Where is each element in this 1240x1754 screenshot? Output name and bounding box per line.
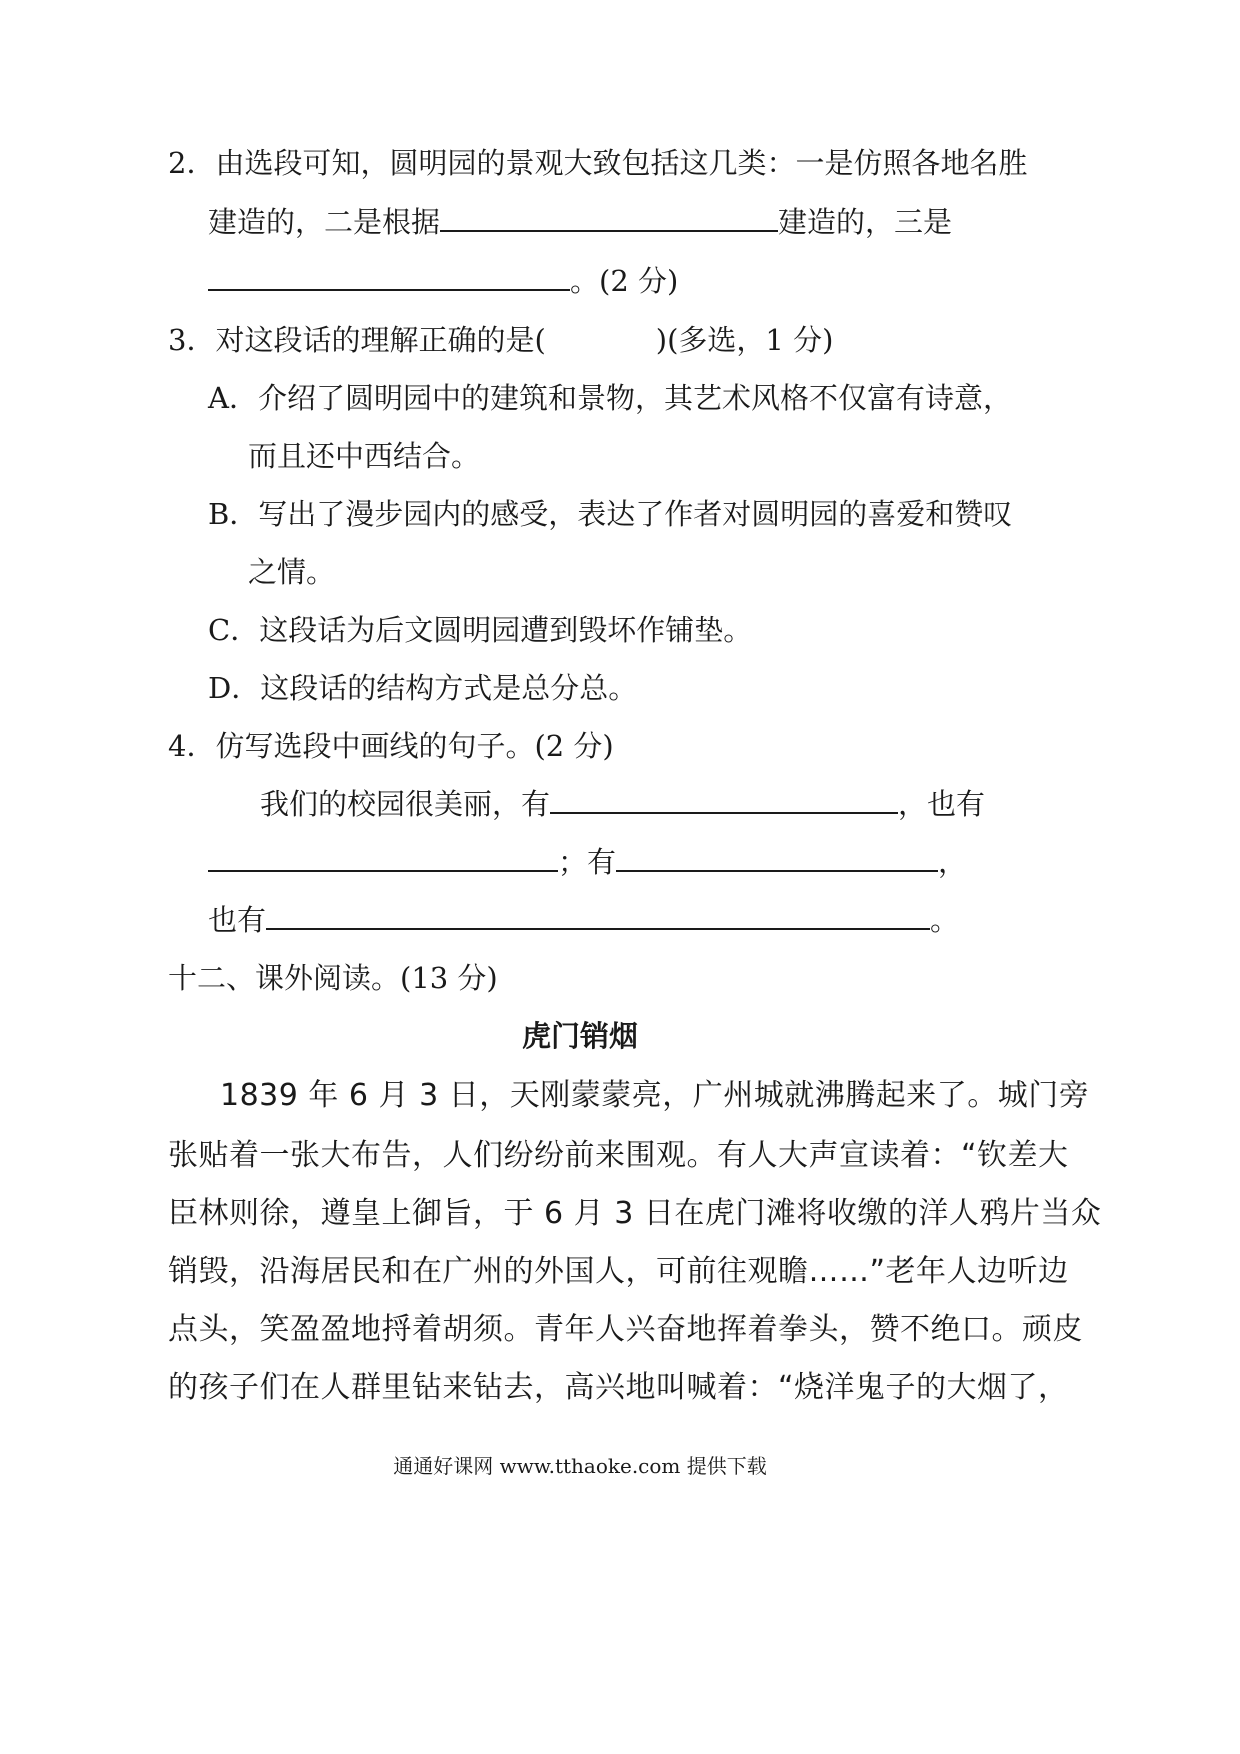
question-3-text-after: )(多选，1 分): [655, 323, 834, 357]
passage-text: 张贴着一张大布告，人们纷纷前来围观。有人大声宣读着：“钦差大: [168, 1138, 1069, 1173]
footer-text: 通通好课网 www.tthaoke.com 提供下载: [393, 1454, 767, 1478]
section-heading-text: 十二、课外阅读。(13 分): [168, 961, 498, 995]
question-2-line-3: [208, 261, 678, 301]
question-3-text-before: 3．对这段话的理解正确的是(: [168, 323, 546, 357]
option-b-line-2: [248, 552, 335, 592]
option-d: [208, 668, 637, 708]
passage-title-text: 虎门销烟: [521, 1019, 638, 1053]
option-a-text: A．介绍了圆明园中的建筑和景物，其艺术风格不仅富有诗意，: [208, 381, 1012, 415]
question-4-text: 4．仿写选段中画线的句子。(2 分): [168, 729, 614, 763]
page-footer: [0, 1452, 1160, 1480]
answer-blank[interactable]: [440, 204, 778, 232]
question-2-text-before: 建造的，二是根据: [208, 205, 441, 239]
question-4-text-after: ，: [938, 845, 968, 879]
question-4-text-mid: ；有: [558, 845, 617, 879]
question-2-line-2: [208, 202, 952, 242]
answer-blank[interactable]: [266, 902, 930, 930]
option-c-text: C．这段话为后文圆明园遭到毁坏作铺垫。: [208, 613, 753, 647]
option-b-line-1: [208, 494, 1012, 534]
option-b-text-cont: 之情。: [248, 555, 336, 589]
answer-blank[interactable]: [208, 263, 570, 291]
option-b-text: B．写出了漫步园内的感受，表达了作者对圆明园的喜爱和赞叹: [208, 497, 1013, 531]
question-4-text-after: 。: [930, 903, 960, 937]
passage-text: 销毁，沿海居民和在广州的外国人，可前往观瞻……”老年人边听边: [168, 1254, 1069, 1289]
passage-line: [168, 1136, 1069, 1176]
option-a-text-cont: 而且还中西结合。: [248, 439, 481, 473]
answer-blank[interactable]: [550, 786, 898, 814]
passage-text: 1839 年 6 月 3 日，天刚蒙蒙亮，广州城就沸腾起来了。城门旁: [220, 1078, 1090, 1113]
passage-line: [168, 1310, 1083, 1350]
answer-blank[interactable]: [616, 844, 938, 872]
question-4-text-before: 也有: [208, 903, 267, 937]
question-4-line-1: [260, 784, 985, 824]
question-4-text-before: 我们的校园很美丽，有: [260, 787, 551, 821]
passage-text: 的孩子们在人群里钻来钻去，高兴地叫喊着：“烧洋鬼子的大烟了，: [168, 1370, 1069, 1405]
question-2-text-after: 建造的，三是: [778, 205, 953, 239]
question-4-stem: [168, 726, 614, 766]
passage-text: 臣林则徐，遵皇上御旨，于 6 月 3 日在虎门滩将收缴的洋人鸦片当众: [168, 1196, 1102, 1231]
passage-line: [168, 1368, 1069, 1408]
question-3-stem: [168, 320, 833, 360]
option-a-line-1: [208, 378, 1012, 418]
question-2-line-1: [168, 143, 1027, 183]
answer-blank[interactable]: [208, 844, 558, 872]
section-12-heading: [168, 958, 498, 998]
option-d-text: D．这段话的结构方式是总分总。: [208, 671, 638, 705]
passage-line: [220, 1076, 1089, 1116]
passage-title: [0, 1016, 1160, 1056]
question-4-line-3: [208, 900, 959, 940]
option-c: [208, 610, 752, 650]
passage-line: [168, 1252, 1069, 1292]
question-2-text: 2．由选段可知，圆明园的景观大致包括这几类：一是仿照各地名胜: [168, 146, 1028, 180]
question-2-score: 。(2 分): [570, 264, 679, 298]
option-a-line-2: [248, 436, 480, 476]
question-4-line-2: [208, 842, 967, 882]
question-4-text-after: ，也有: [898, 787, 986, 821]
passage-line: [168, 1194, 1101, 1234]
passage-text: 点头，笑盈盈地捋着胡须。青年人兴奋地挥着拳头，赞不绝口。顽皮: [168, 1312, 1083, 1347]
